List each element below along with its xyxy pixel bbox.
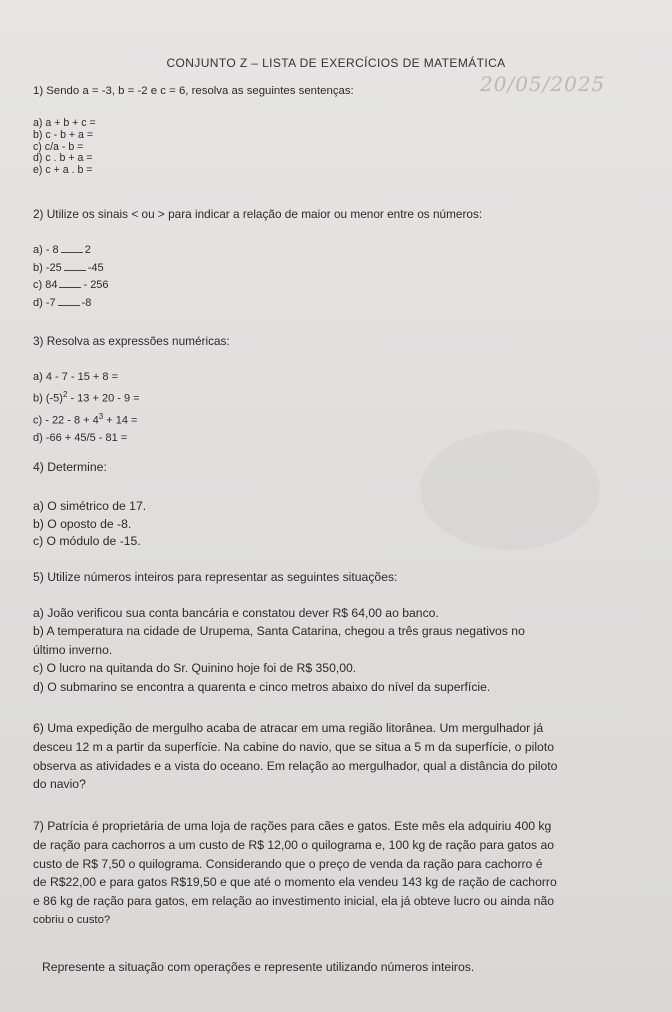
q3-item-c: $c) - 22 - 8 + 4^3 + 14$ =: [33, 412, 138, 427]
question-2-prompt: 2) Utilize os sinais < ou > para indicar a relação de maior ou menor entre os números:: [33, 207, 483, 221]
paper-shadow: [420, 430, 600, 550]
question-2-items: [33, 242, 109, 312]
q7-line-1: 7) Patrícia é proprietária de uma loja de rações para cães e gatos. Este mês ela adquiriu 400 kg: [33, 819, 552, 833]
q4-item-a: a) O simétrico de 17.: [33, 499, 147, 513]
q1-item-e: e) c + a . b =: [33, 164, 93, 177]
question-1-items: [33, 118, 96, 177]
answer-blank[interactable]: [58, 295, 80, 306]
q7-line-5: e 86 kg de ração para gatos, em relação ao investimento inicial, ela já obteve lucro ou ainda não: [33, 894, 555, 909]
q4-item-c: c) O módulo de -15.: [33, 534, 141, 549]
question-7-instruction: Represente a situação com operações e represente utilizando números inteiros.: [42, 960, 475, 974]
question-4-prompt: 4) Determine:: [33, 460, 107, 474]
handwritten-date: 20/05/2025: [480, 72, 606, 96]
q3-item-b: b) $(-5)^2 - 13 + 20 - 9$ =: [33, 390, 140, 405]
q5-item-d: d) O submarino se encontra a quarenta e cinco metros abaixo do nível da superfície.: [33, 679, 491, 694]
q6-line-4: do navio?: [33, 777, 86, 792]
q2-item-d: d) -7 -8: [33, 296, 92, 309]
question-3-items: [33, 369, 140, 448]
answer-blank[interactable]: [59, 277, 81, 288]
page-title: CONJUNTO Z – LISTA DE EXERCÍCIOS DE MATEMÁTICA: [166, 56, 506, 70]
question-6: [33, 719, 653, 794]
question-4-items: [33, 498, 146, 551]
q5-item-c: c) O lucro na quitanda do Sr. Quinino hoje foi de R$ 350,00.: [33, 661, 357, 676]
q6-line-2: desceu 12 m a partir da superfície. Na cabine do navio, que se situa a 5 m da superfície, o piloto: [33, 739, 554, 754]
q6-line-1: 6) Uma expedição de mergulho acaba de atracar em uma região litorânea. Um mergulhador já: [33, 721, 544, 735]
answer-blank[interactable]: [61, 242, 83, 253]
q1-item-a: a) a + b + c =: [33, 117, 96, 129]
q1-item-c: c) c/a - b =: [33, 140, 84, 153]
question-7: [33, 817, 653, 930]
question-1-prompt: 1) Sendo a = -3, b = -2 e c = 6, resolva as seguintes sentenças:: [33, 85, 354, 97]
q1-item-d: d) c . b + a =: [33, 152, 93, 165]
question-5-prompt: 5) Utilize números inteiros para representar as seguintes situações:: [33, 570, 398, 584]
q6-line-3: observa as atividades e a vista do oceano. Em relação ao mergulhador, qual a distância do piloto: [33, 758, 558, 773]
q5-item-b-line-1: b) A temperatura na cidade de Urupema, Santa Catarina, chegou a três graus negativos no: [33, 624, 525, 639]
q2-item-a: a) - 8 2: [33, 244, 91, 256]
q4-item-b: b) O oposto de -8.: [33, 516, 132, 531]
q5-item-a: a) João verificou sua conta bancária e constatou dever R$ 64,00 ao banco.: [33, 606, 439, 620]
q5-item-b-line-2: último inverno.: [33, 642, 113, 657]
question-5-items: [33, 604, 653, 696]
q3-item-a: a) 4 - 7 - 15 + 8 =: [33, 371, 118, 383]
question-3-prompt: 3) Resolva as expressões numéricas:: [33, 334, 230, 348]
q7-line-6: cobriu o custo?: [33, 913, 111, 926]
q2-item-c: c) 84 - 256: [33, 279, 109, 291]
q7-line-4: de R$22,00 e para gatos R$19,50 e que até o momento ela vendeu 143 kg de ração de cachorro: [33, 875, 557, 890]
answer-blank[interactable]: [64, 260, 86, 271]
q7-line-3: custo de R$ 7,50 o quilograma. Considerando que o preço de venda da ração para cachorro é: [33, 856, 543, 871]
q7-line-2: de ração para cachorros a um custo de R$ 12,00 o quilograma e, 100 kg de ração para gatos ao: [33, 837, 555, 852]
q3-item-d: d) -66 + 45/5 - 81 =: [33, 432, 128, 445]
q2-item-b: b) -25 -45: [33, 261, 104, 274]
q1-item-b: b) c - b + a =: [33, 128, 94, 141]
